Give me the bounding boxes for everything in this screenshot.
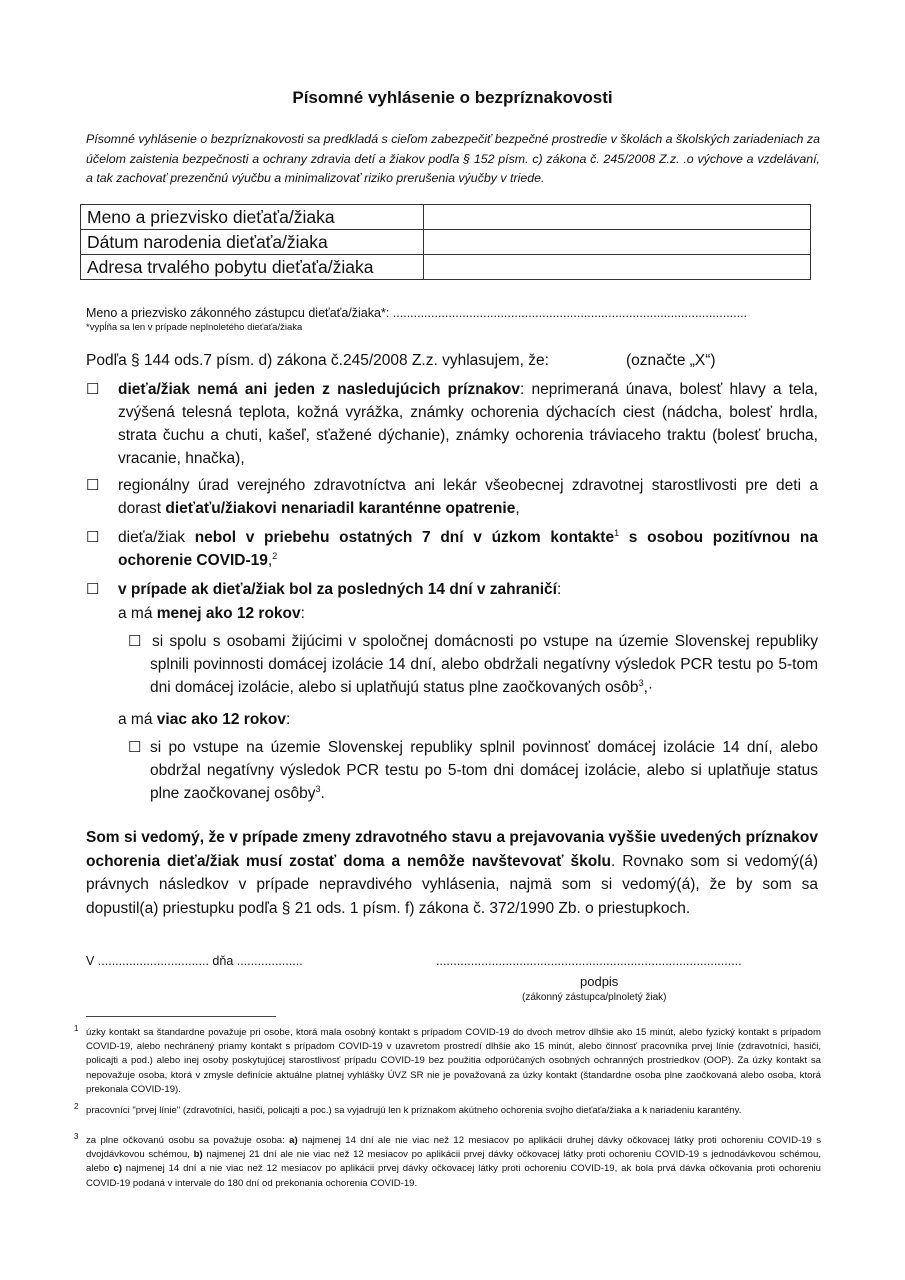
document-title: Písomné vyhlásenie o bezpríznakovosti <box>292 88 613 107</box>
intro-paragraph: Písomné vyhlásenie o bezpríznakovosti sa predkladá s cieľom zabezpečiť bezpečné prostredie v školách a školských zariadeniach za účelom zaistenia bezpečnosti a ochrany zdravia detí a žiakov podľa § 152 písm. c) zákona č. 245/2008 Z.z. .o výchove a vzdelávaní, a tak zachovať prezenčnú výučbu a minimalizovať riziko prerušenia výučby v triede. <box>86 132 820 185</box>
item-bold: s osobou pozitívnou na ochorenie COVID-19 <box>118 529 819 569</box>
checkbox-abroad[interactable]: ☐ <box>86 581 100 598</box>
footnote-3 <box>74 1132 822 1191</box>
checkbox-over-12[interactable]: ☐ <box>128 739 142 756</box>
footnote-ref: 3 <box>315 783 321 794</box>
mark-instruction: (označte „X“) <box>626 352 716 369</box>
declaration-text: Podľa § 144 ods.7 písm. d) zákona č.245/2008 Z.z. vyhlasujem, že: <box>86 352 549 369</box>
item-bold: v prípade ak dieťa/žiak bol za posledných 14 dní v zahraničí <box>118 581 557 598</box>
item-text: si po vstupe na územie Slovenskej republiky splnil povinnosť domácej izolácie 14 dní, alebo obdržal negatívny výsledok PCR testu po 5-tom dni domácej izolácie, alebo si uplatňuje status plne zaočkovanej osôby <box>150 739 818 802</box>
footnote-bold: b) <box>193 1149 203 1161</box>
item-text: : <box>300 605 305 622</box>
item-no-quarantine <box>118 474 818 520</box>
address-field[interactable] <box>424 255 811 280</box>
item-text: , <box>267 552 273 569</box>
item-no-symptoms <box>118 378 818 470</box>
signature-line[interactable]: ........................................................................................ <box>436 954 742 968</box>
footnote-number: 2 <box>74 1102 79 1111</box>
item-no-contact <box>118 526 818 572</box>
checkbox-under-12[interactable]: ☐ <box>128 633 142 650</box>
checkbox-no-symptoms[interactable]: ☐ <box>86 381 100 398</box>
child-info-table <box>80 204 811 280</box>
child-name-label: Meno a priezvisko dieťaťa/žiaka <box>81 205 424 230</box>
item-text: : neprimeraná únava, bolesť hlavy a tela, zvýšená telesná teplota, kožná vyrážka, známky ochorenia dýchacích ciest (nádcha, bolesť hrdla, strata čuchu a chuti, kašeľ, sťažené dýchanie), známky ochorenia tráviaceho traktu (bolesť brucha, vracanie, hnačka), <box>118 381 818 467</box>
item-bold: dieťa/žiak nemá ani jeden z nasledujúcich príznakov <box>118 381 521 398</box>
footnote-2 <box>74 1102 821 1118</box>
item-text: regionálny úrad verejného zdravotníctva ani lekár všeobecnej zdravotnej starostlivosti pre deti a dorast <box>118 477 818 517</box>
item-text: . <box>320 785 325 802</box>
sub-under-12-heading <box>118 602 305 625</box>
sub-over-12-heading <box>118 708 290 731</box>
birth-date-field[interactable] <box>424 230 811 255</box>
signature-label: podpis <box>580 974 619 989</box>
guardian-note: *vypĺňa sa len v prípade neplnoletého dieťaťa/žiaka <box>86 322 303 333</box>
item-text: , <box>515 500 520 517</box>
footnote-text: za plne očkovanú osobu sa považuje osoba: <box>86 1135 290 1146</box>
item-bold: nebol v priebehu ostatných 7 dní v úzkom kontakte <box>194 529 615 546</box>
checkbox-no-contact[interactable]: ☐ <box>86 529 100 546</box>
footnote-divider <box>86 1016 276 1017</box>
item-over-12 <box>150 736 818 805</box>
footnote-bold: c) <box>113 1163 122 1175</box>
item-text: a má <box>118 605 157 622</box>
footnote-1 <box>74 1024 821 1097</box>
footnote-ref: 3 <box>638 677 644 688</box>
birth-date-label: Dátum narodenia dieťaťa/žiaka <box>81 230 424 255</box>
child-name-field[interactable] <box>424 205 811 230</box>
checkbox-no-quarantine[interactable]: ☐ <box>86 477 100 494</box>
guardian-name-line[interactable] <box>86 306 816 320</box>
footnote-number: 1 <box>74 1024 79 1033</box>
declaration-intro <box>86 352 716 370</box>
item-bold: dieťaťu/žiakovi nenariadil karanténne opatrenie <box>165 500 516 517</box>
awareness-statement <box>86 826 818 920</box>
item-text: a má <box>118 711 157 728</box>
footnote-ref: 2 <box>272 550 278 561</box>
footnote-number: 3 <box>74 1132 79 1141</box>
place-date-line[interactable]: V ................................ dňa ................... <box>86 954 303 968</box>
table-row <box>81 230 811 255</box>
item-abroad <box>118 578 818 601</box>
guardian-name-label: Meno a priezvisko zákonného zástupcu dieťaťa/žiaka*: <box>86 306 390 320</box>
footnote-ref: 1 <box>614 527 620 538</box>
address-label: Adresa trvalého pobytu dieťaťa/žiaka <box>81 255 424 280</box>
item-text: dieťa/žiak <box>118 529 195 546</box>
statement-bold: Som si vedomý, že v prípade zmeny zdravotného stavu a prejavovania vyššie uvedených príznakov ochorenia dieťa/žiak musí zostať doma a nemôže navštevovať školu <box>86 829 818 870</box>
item-text: ,· <box>643 679 654 696</box>
footnote-text: najmenej 14 dní a nie viac než 12 mesiacov po aplikácii prvej dávky očkovacej látky proti ochoreniu COVID-19, ak bola prvá dávka očkovania proti ochoreniu COVID-19 podaná v intervale do 180 dní od prekonania ochorenia COVID-19. <box>86 1163 821 1189</box>
item-text: : <box>286 711 291 728</box>
footnote-bold: a) <box>289 1135 298 1146</box>
guardian-name-dots[interactable]: ...................................................................................................... <box>392 306 748 320</box>
item-text: si spolu s osobami žijúcimi v spoločnej domácnosti po vstupe na územie Slovenskej republiky splnili povinnosti domácej izolácie 14 dní, alebo obdržali negatívny výsledok PCR testu po 5-tom dni domácej izolácie, alebo si uplatňujú status plne zaočkovaných osôb <box>150 633 818 696</box>
item-bold: viac ako 12 rokov <box>156 711 287 728</box>
footnote-text: pracovníci "prvej línie" (zdravotníci, hasiči, policajti a poc.) sa vyjadrujú len k príznakom akútneho ochorenia svojho dieťaťa/žiaka a k nariadeniu karantény. <box>86 1105 742 1116</box>
statement-text: . Rovnako som si vedomý(á) právnych následkov v prípade nepravdivého vyhlásenia, najmä som si vedomý(á), že by som sa dopustil(a) priestupku podľa § 21 ods. 1 písm. f) zákona č. 372/1990 Zb. o priestupkoch. <box>86 852 818 917</box>
table-row <box>81 255 811 280</box>
footnote-text: úzky kontakt sa štandardne považuje pri osobe, ktorá mala osobný kontakt s prípadom COVID-19 do dvoch metrov dlhšie ako 15 minút, alebo fyzický kontakt s prípadom COVID-19, alebo nechránený priamy kontakt s prípadom COVID-19 v uzavretom prostredí dlhšie ako 15 minút, alebo činnosť pracovníka prvej línie (zdravotníci, hasiči, policajti a pod.) alebo inej osoby poskytujúcej starostlivosť prípadu COVID-19 bez použitia odporúčaných osobných ochranných prostriedkov (OOP). Za úzky kontakt sa nepovažuje osoba, ktorá v zmysle definície aktuálne platnej vyhlášky ÚVZ SR nie je považovaná za úzky kontakt (štandardne osoba plne zaočkovaná alebo osoba, ktorá prekonala COVID-19). <box>86 1027 821 1095</box>
item-under-12 <box>150 630 818 699</box>
footnote-text: najmenej 21 dní ale nie viac než 12 mesiacov po aplikácii prvej dávky očkovacej látky proti ochoreniu COVID-19 s jednodávkovou schémou, alebo <box>86 1149 822 1175</box>
signature-sublabel: (zákonný zástupca/plnoletý žiak) <box>522 992 667 1003</box>
item-text: : <box>557 581 562 598</box>
footnote-text: najmenej 14 dní ale nie viac než 12 mesiacov po aplikácii druhej dávky očkovacej látky proti ochoreniu COVID-19 s dvojdávkovou schémou, <box>86 1135 821 1161</box>
item-bold: menej ako 12 rokov <box>156 605 301 622</box>
table-row <box>81 205 811 230</box>
